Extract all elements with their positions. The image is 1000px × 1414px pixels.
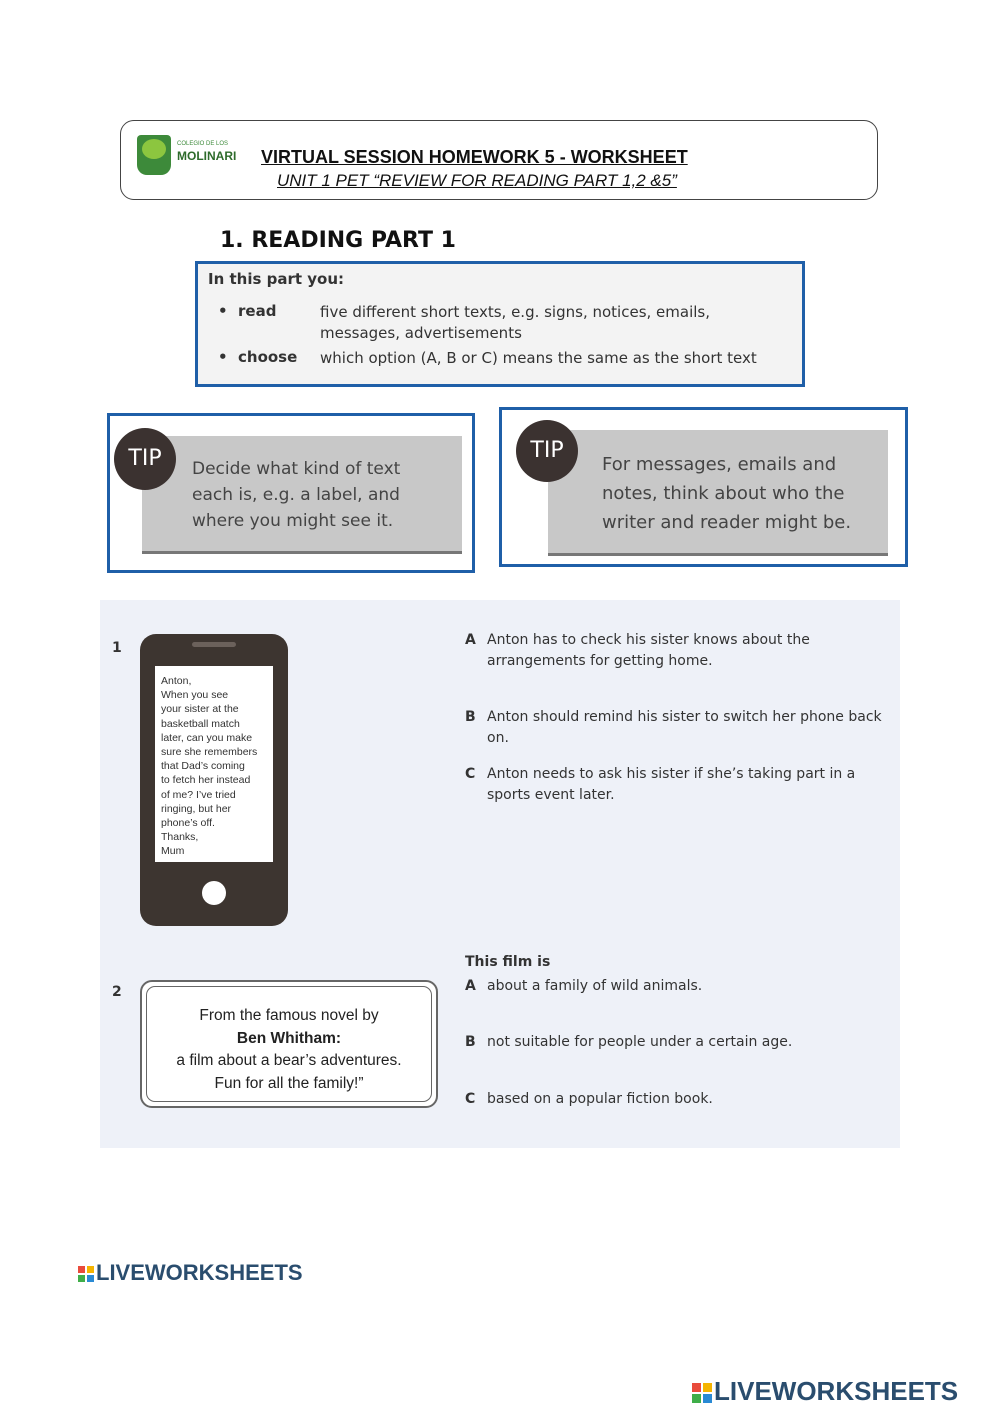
tip-badge: TIP [114,428,176,490]
liveworksheets-logo [78,1260,303,1286]
option-letter: A [465,632,476,648]
part-intro: In this part you: [208,270,345,288]
option-text: Anton should remind his sister to switch her phone back on. [487,709,882,746]
part-item-key: read [238,302,277,320]
question-number: 1 [112,640,122,656]
option-text: about a family of wild animals. [487,978,703,994]
bullet-icon: • [218,302,228,320]
sign-line-2: a film about a bear’s adventures. [176,1052,402,1069]
home-button-icon [202,881,226,905]
exercise-area [100,600,900,1148]
option-text: based on a popular fiction book. [487,1091,713,1107]
section-heading: 1. READING PART 1 [220,228,456,253]
part-instructions-box [195,261,805,387]
tip-box-1 [107,413,475,573]
logo-text: MOLINARI [177,149,237,163]
option-letter: B [465,709,476,725]
liveworksheets-icon [692,1383,712,1403]
tip-text: Decide what kind of text each is, e.g. a label, and where you might see it. [192,459,401,531]
phone-message: Anton, When you see your sister at the basketball match later, can you make sure she remembers that Dad’s coming to fetch her instead of me? I’ve tried ringing, but her phone’s off. Thanks, Mum [155,666,273,862]
option-text: Anton needs to ask his sister if she’s taking part in a sports event later. [487,766,856,803]
tip-box-2 [499,407,908,567]
worksheet-subtitle: UNIT 1 PET “REVIEW FOR READING PART 1,2 &5” [277,171,677,190]
liveworksheets-text: LIVEWORKSHEETS [96,1260,303,1285]
liveworksheets-logo-bottom [692,1376,958,1407]
film-sign-text [146,986,432,1102]
sign-line-1: From the famous novel by [199,1007,379,1024]
sign-line-3: Fun for all the family!” [214,1074,364,1092]
tip-text: For messages, emails and notes, think about who the writer and reader might be. [602,454,852,533]
sign-author: Ben Whitham: [236,1029,342,1047]
worksheet-title: VIRTUAL SESSION HOMEWORK 5 - WORKSHEET [261,147,688,167]
option-text: not suitable for people under a certain age. [487,1034,793,1050]
tip-badge: TIP [516,420,578,482]
option-letter: C [465,1091,476,1107]
phone-illustration [140,634,288,926]
part-item-desc: which option (A, B or C) means the same as the short text [320,349,757,367]
liveworksheets-icon [78,1266,94,1282]
logo-small-text: COLEGIO DE LOS [177,141,229,147]
part-item-key: choose [238,348,298,366]
question-lead: This film is [465,954,551,970]
part-item-desc: five different short texts, e.g. signs, notices, emails, messages, advertisements [320,303,710,342]
school-logo [137,135,237,179]
option-letter: C [465,766,476,782]
option-letter: A [465,978,476,994]
option-text: Anton has to check his sister knows about the arrangements for getting home. [487,632,810,669]
speaker-icon [192,642,236,647]
header-box [120,120,878,200]
bullet-icon: • [218,348,228,366]
film-sign [140,980,438,1108]
option-letter: B [465,1034,476,1050]
tree-icon [137,135,171,175]
question-number: 2 [112,984,122,1000]
liveworksheets-text: LIVEWORKSHEETS [714,1376,959,1406]
